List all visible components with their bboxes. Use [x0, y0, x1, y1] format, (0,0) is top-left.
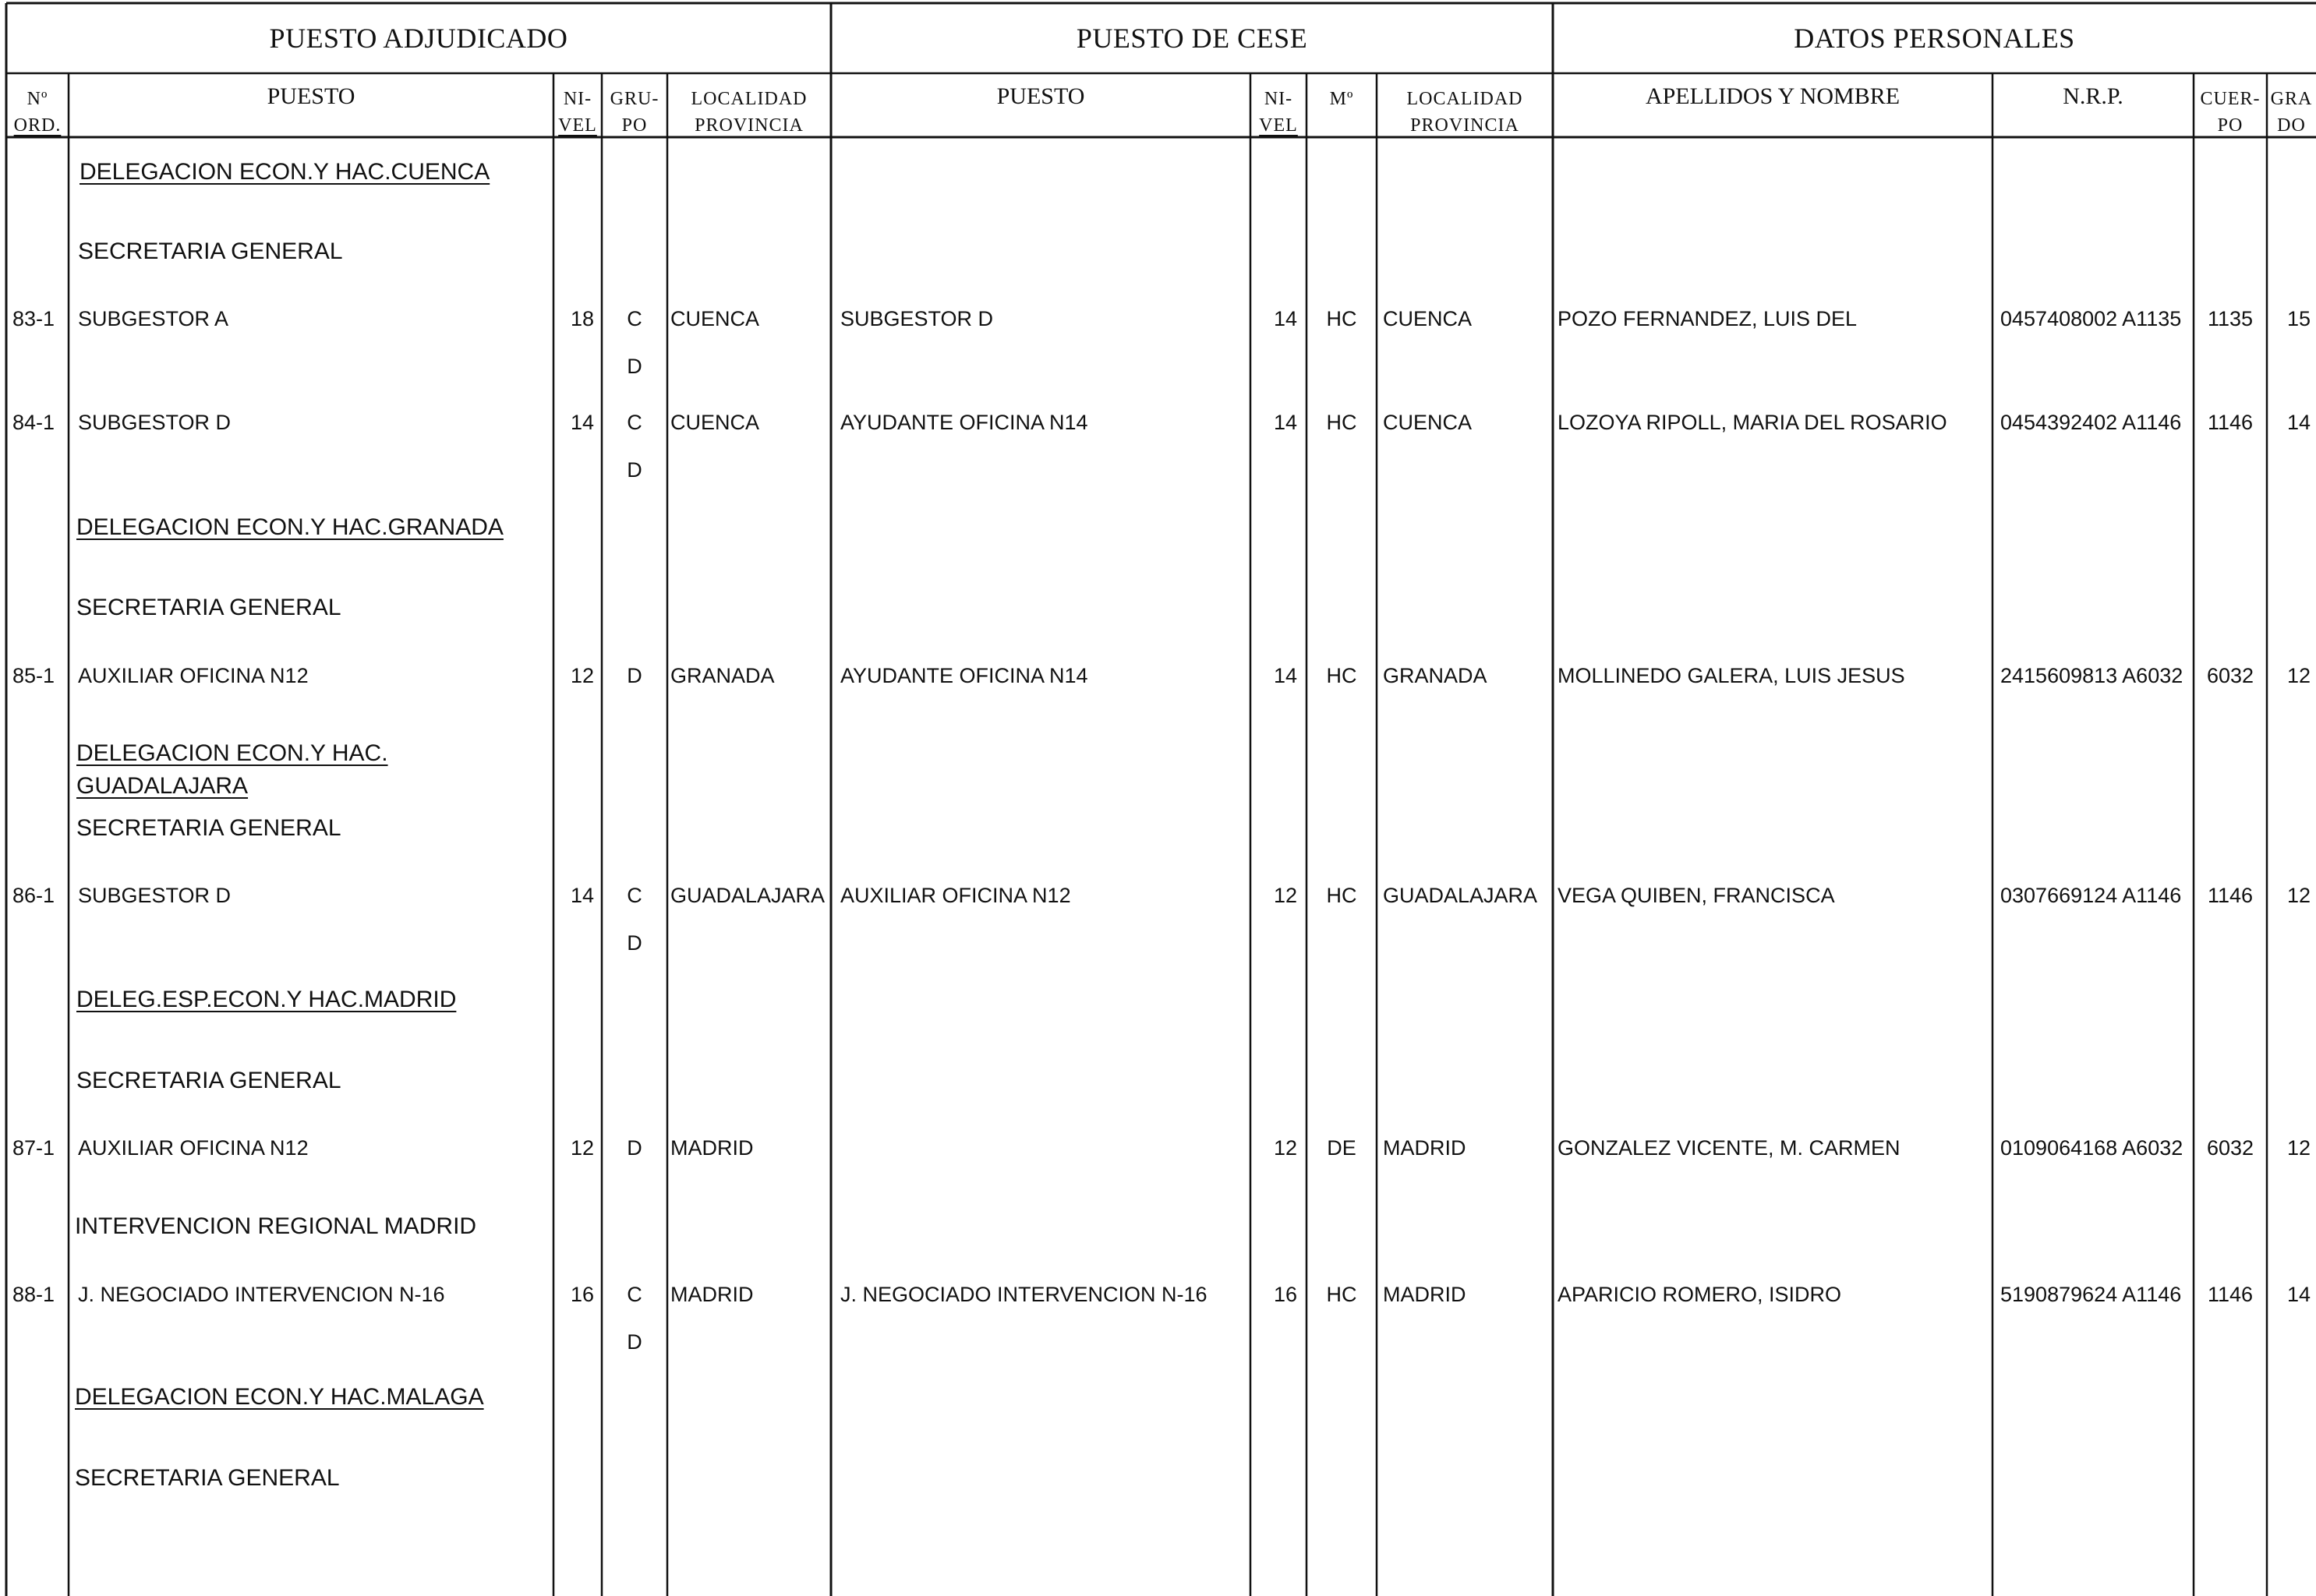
row-no-ord: 85-1: [12, 664, 55, 687]
col-header-no-ord: Nº ORD.: [13, 89, 62, 136]
row-puesto-cese: J. NEGOCIADO INTERVENCION N-16: [840, 1283, 1208, 1306]
col-header-localidad-adjudicado: LOCALIDAD PROVINCIA: [691, 89, 808, 136]
col-header-cuerpo: CUER- PO: [2200, 89, 2261, 136]
row-grupo: D: [627, 355, 642, 378]
row-nrp: 0307669124 A1146: [2000, 884, 2182, 907]
row-localidad-adjudicado: CUENCA: [670, 307, 760, 330]
row-puesto-cese: SUBGESTOR D: [840, 307, 994, 330]
col-header-puesto-cese: PUESTO: [996, 83, 1085, 109]
row-puesto-adjudicado: SUBGESTOR D: [78, 411, 232, 434]
row-nivel-adjudicado: 14: [570, 884, 594, 907]
row-grupo: D: [627, 931, 642, 955]
row-no-ord: 83-1: [12, 307, 55, 330]
section-heading: DELEGACION ECON.Y HAC.CUENCA: [80, 159, 490, 185]
row-ministerio: HC: [1326, 664, 1357, 687]
row-nivel-cese: 12: [1273, 884, 1297, 907]
row-nrp: 0109064168 A6032: [2000, 1136, 2183, 1160]
row-nrp: 0457408002 A1135: [2000, 307, 2182, 330]
row-puesto-adjudicado: J. NEGOCIADO INTERVENCION N-16: [78, 1283, 445, 1306]
section-subheading: SECRETARIA GENERAL: [78, 238, 343, 264]
row-ministerio: DE: [1327, 1136, 1356, 1160]
row-localidad-adjudicado: MADRID: [670, 1136, 754, 1160]
row-grupo: D: [627, 458, 642, 482]
col-header-localidad-cese: LOCALIDAD PROVINCIA: [1406, 89, 1523, 136]
row-grupo: C: [627, 1283, 642, 1306]
row-nivel-adjudicado: 12: [570, 1136, 594, 1160]
row-cuerpo: 1146: [2207, 1283, 2254, 1306]
row-grado: 12: [2287, 664, 2311, 687]
row-nivel-adjudicado: 16: [570, 1283, 594, 1306]
row-nivel-cese: 14: [1273, 307, 1297, 330]
row-localidad-cese: GUADALAJARA: [1383, 884, 1538, 907]
row-localidad-cese: GRANADA: [1383, 664, 1487, 687]
row-puesto-cese: AYUDANTE OFICINA N14: [840, 411, 1088, 434]
section-subheading: SECRETARIA GENERAL: [76, 815, 341, 841]
section-heading: DELEGACION ECON.Y HAC. GUADALAJARA: [76, 740, 388, 799]
row-nrp: 5190879624 A1146: [2000, 1283, 2182, 1306]
row-cuerpo: 6032: [2206, 1136, 2254, 1160]
row-nivel-cese: 16: [1273, 1283, 1297, 1306]
row-localidad-cese: MADRID: [1383, 1283, 1466, 1306]
row-apellidos-nombre: GONZALEZ VICENTE, M. CARMEN: [1558, 1136, 1901, 1160]
col-header-nrp: N.R.P.: [2063, 83, 2123, 109]
col-header-grupo: GRU- PO: [610, 89, 659, 136]
row-cuerpo: 1135: [2207, 307, 2254, 330]
row-apellidos-nombre: MOLLINEDO GALERA, LUIS JESUS: [1558, 664, 1905, 687]
row-nivel-adjudicado: 14: [570, 411, 594, 434]
row-apellidos-nombre: VEGA QUIBEN, FRANCISCA: [1558, 884, 1835, 907]
row-ministerio: HC: [1326, 307, 1357, 330]
row-ministerio: HC: [1326, 884, 1357, 907]
section-heading: DELEGACION ECON.Y HAC.MALAGA: [75, 1384, 484, 1410]
row-ministerio: HC: [1326, 1283, 1357, 1306]
row-grupo: D: [627, 1330, 642, 1354]
row-ministerio: HC: [1326, 411, 1357, 434]
row-localidad-adjudicado: MADRID: [670, 1283, 754, 1306]
row-nrp: 0454392402 A1146: [2000, 411, 2182, 434]
row-grado: 14: [2287, 411, 2311, 434]
row-nivel-cese: 14: [1273, 411, 1297, 434]
section-subheading: INTERVENCION REGIONAL MADRID: [75, 1213, 477, 1239]
row-localidad-adjudicado: CUENCA: [670, 411, 760, 434]
row-no-ord: 88-1: [12, 1283, 55, 1306]
row-no-ord: 87-1: [12, 1136, 55, 1160]
row-grupo: D: [627, 1136, 642, 1160]
row-nrp: 2415609813 A6032: [2000, 664, 2183, 687]
row-no-ord: 86-1: [12, 884, 55, 907]
row-nivel-cese: 12: [1273, 1136, 1297, 1160]
row-puesto-adjudicado: SUBGESTOR D: [78, 884, 232, 907]
col-header-nivel-cese: NI- VEL: [1259, 89, 1298, 136]
row-apellidos-nombre: APARICIO ROMERO, ISIDRO: [1558, 1283, 1842, 1306]
row-cuerpo: 6032: [2206, 664, 2254, 687]
row-localidad-cese: CUENCA: [1383, 411, 1473, 434]
col-header-apellidos-nombre: APELLIDOS Y NOMBRE: [1645, 83, 1901, 109]
section-subheading: SECRETARIA GENERAL: [76, 595, 341, 620]
row-no-ord: 84-1: [12, 411, 55, 434]
row-puesto-adjudicado: SUBGESTOR A: [78, 307, 229, 330]
row-cuerpo: 1146: [2207, 884, 2254, 907]
row-puesto-cese: AUXILIAR OFICINA N12: [840, 884, 1071, 907]
row-localidad-cese: CUENCA: [1383, 307, 1473, 330]
row-grado: 12: [2287, 1136, 2311, 1160]
row-localidad-cese: MADRID: [1383, 1136, 1466, 1160]
section-subheading: SECRETARIA GENERAL: [75, 1465, 340, 1491]
row-grado: 14: [2287, 1283, 2311, 1306]
col-header-nivel-adjudicado: NI- VEL: [558, 89, 597, 136]
row-cuerpo: 1146: [2207, 411, 2254, 434]
section-subheading: SECRETARIA GENERAL: [76, 1068, 341, 1093]
row-nivel-adjudicado: 12: [570, 664, 594, 687]
row-grupo: D: [627, 664, 642, 687]
row-grupo: C: [627, 307, 642, 330]
group-header-puesto-adjudicado: PUESTO ADJUDICADO: [269, 23, 568, 54]
row-puesto-adjudicado: AUXILIAR OFICINA N12: [78, 664, 309, 687]
group-header-datos-personales: DATOS PERSONALES: [1794, 23, 2075, 54]
section-heading: DELEG.ESP.ECON.Y HAC.MADRID: [76, 987, 457, 1012]
row-grupo: C: [627, 884, 642, 907]
section-heading: DELEGACION ECON.Y HAC.GRANADA: [76, 514, 504, 540]
col-header-puesto-adjudicado: PUESTO: [267, 83, 355, 109]
col-header-grado: GRA DO: [2270, 89, 2313, 136]
row-grupo: C: [627, 411, 642, 434]
row-apellidos-nombre: POZO FERNANDEZ, LUIS DEL: [1558, 307, 1858, 330]
row-nivel-adjudicado: 18: [570, 307, 594, 330]
row-grado: 12: [2287, 884, 2311, 907]
col-header-ministerio: Mº: [1329, 89, 1354, 109]
row-apellidos-nombre: LOZOYA RIPOLL, MARIA DEL ROSARIO: [1558, 411, 1947, 434]
row-localidad-adjudicado: GUADALAJARA: [670, 884, 826, 907]
row-puesto-cese: AYUDANTE OFICINA N14: [840, 664, 1088, 687]
group-header-puesto-de-cese: PUESTO DE CESE: [1076, 23, 1308, 54]
row-puesto-adjudicado: AUXILIAR OFICINA N12: [78, 1136, 309, 1160]
row-nivel-cese: 14: [1273, 664, 1297, 687]
row-grado: 15: [2287, 307, 2311, 330]
row-localidad-adjudicado: GRANADA: [670, 664, 775, 687]
